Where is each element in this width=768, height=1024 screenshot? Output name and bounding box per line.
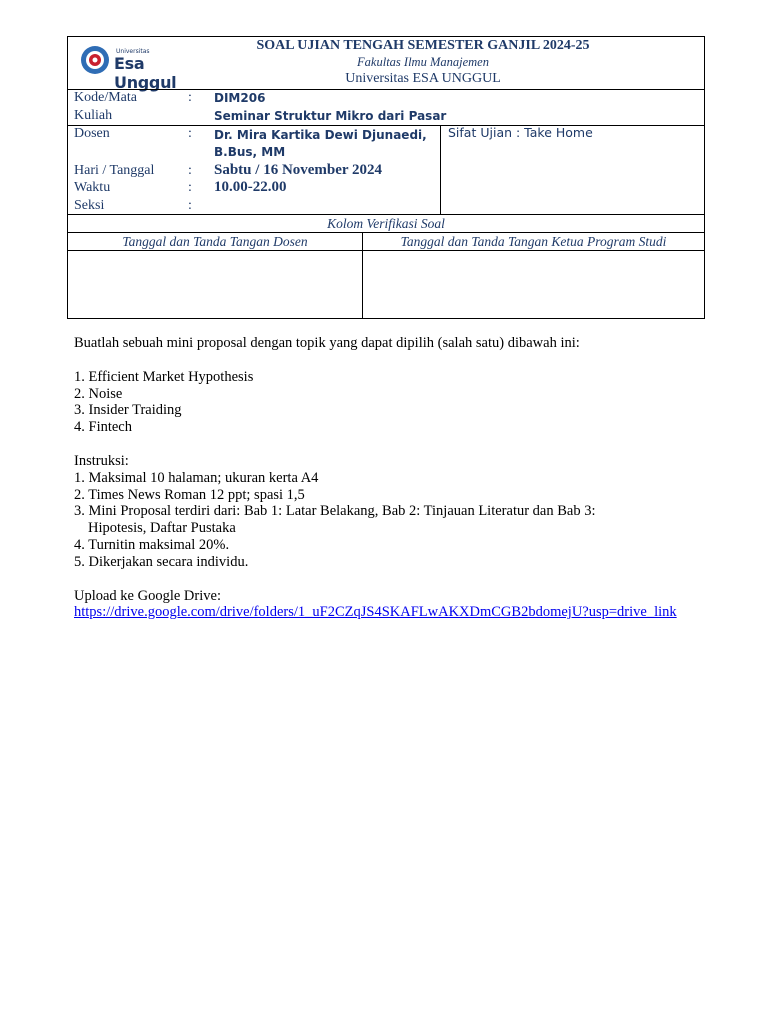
date-colon: : bbox=[188, 163, 192, 178]
course-name: Seminar Struktur Mikro dari Pasar bbox=[214, 109, 447, 123]
instructions-heading: Instruksi: bbox=[74, 452, 129, 469]
time-label: Waktu bbox=[74, 180, 111, 195]
lecturer-label: Dosen bbox=[74, 126, 110, 141]
lecturer-name-line2: B.Bus, MM bbox=[214, 145, 286, 159]
exam-type: Sifat Ujian : Take Home bbox=[448, 125, 593, 140]
instruction-item-continued: Hipotesis, Daftar Pustaka bbox=[88, 520, 236, 537]
topic-item: 3. Insider Traiding bbox=[74, 402, 182, 419]
logo-name-text: Esa Unggul bbox=[114, 54, 177, 92]
exam-header-table bbox=[67, 36, 705, 319]
column-divider bbox=[440, 125, 441, 214]
intro-text: Buatlah sebuah mini proposal dengan topik yang dapat dipilih (salah satu) dibawah ini: bbox=[74, 335, 580, 351]
lecturer-signature-heading: Tanggal dan Tanda Tangan Dosen bbox=[122, 234, 308, 249]
instruction-item: 1. Maksimal 10 halaman; ukuran kerta A4 bbox=[74, 469, 319, 486]
time-colon: : bbox=[188, 180, 192, 195]
exam-date: Sabtu / 16 November 2024 bbox=[214, 162, 383, 178]
lecturer-signature-box bbox=[68, 251, 362, 319]
instruction-item: 3. Mini Proposal terdiri dari: Bab 1: Latar Belakang, Bab 2: Tinjauan Literatur dan Bab 3: bbox=[74, 503, 596, 520]
instruction-item: 5. Dikerjakan secara individu. bbox=[74, 553, 249, 570]
course-code: DIM206 bbox=[214, 91, 266, 105]
instruction-item: 4. Turnitin maksimal 20%. bbox=[74, 536, 230, 553]
topic-item: 4. Fintech bbox=[74, 419, 132, 436]
upload-label: Upload ke Google Drive: bbox=[74, 587, 221, 604]
exam-title: SOAL UJIAN TENGAH SEMESTER GANJIL 2024-25 bbox=[256, 38, 590, 53]
head-signature-heading: Tanggal dan Tanda Tangan Ketua Program Studi bbox=[400, 234, 667, 249]
course-colon: : bbox=[188, 90, 192, 105]
google-drive-link[interactable]: https://drive.google.com/drive/folders/1_uF2CZqJS4SKAFLwAKXDmCGB2bdomejU?usp=drive_link bbox=[74, 604, 677, 621]
logo-university-text: Universitas bbox=[116, 48, 150, 55]
instruction-item: 2. Times News Roman 12 ppt; spasi 1,5 bbox=[74, 486, 305, 503]
exam-instructions bbox=[74, 335, 704, 621]
verification-heading: Kolom Verifikasi Soal bbox=[327, 216, 445, 231]
esa-unggul-logo-icon bbox=[78, 43, 112, 77]
section-label: Seksi bbox=[74, 198, 105, 213]
section-colon: : bbox=[188, 198, 192, 213]
faculty-name: Fakultas Ilmu Manajemen bbox=[357, 55, 489, 69]
university-logo bbox=[78, 43, 198, 92]
lecturer-name-line1: Dr. Mira Kartika Dewi Djunaedi, bbox=[214, 128, 427, 142]
row-divider bbox=[68, 89, 704, 90]
course-label-line2: Kuliah bbox=[74, 108, 113, 123]
date-label: Hari / Tanggal bbox=[74, 163, 155, 178]
exam-time: 10.00-22.00 bbox=[214, 179, 287, 195]
university-name: Universitas ESA UNGGUL bbox=[345, 71, 501, 86]
course-label-line1: Kode/Mata bbox=[74, 90, 137, 105]
topic-item: 1. Efficient Market Hypothesis bbox=[74, 368, 254, 385]
head-signature-box bbox=[363, 251, 704, 319]
topic-item: 2. Noise bbox=[74, 385, 123, 402]
lecturer-colon: : bbox=[188, 126, 192, 141]
